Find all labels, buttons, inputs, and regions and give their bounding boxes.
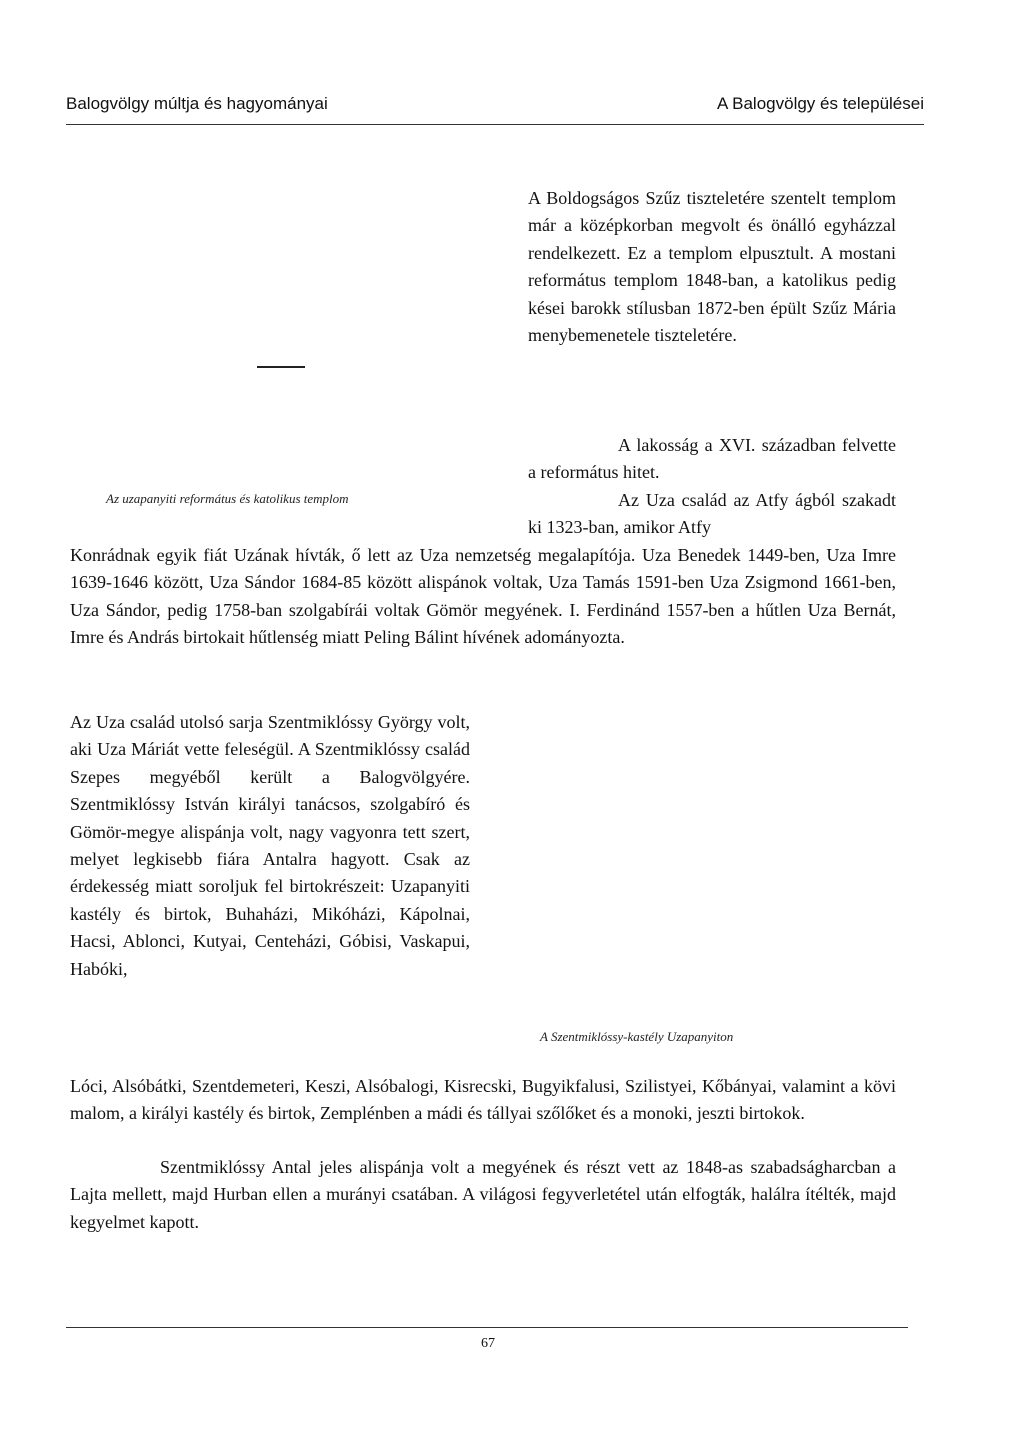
caption-church-photo: Az uzapanyiti református és katolikus templom (106, 491, 349, 506)
page-number: 67 (481, 1336, 495, 1351)
paragraph-szentmiklossy-antal: Szentmiklóssy Antal jeles alispánja volt a megyének és részt vett az 1848-as szabadságharcban a Lajta mellett, majd Hurban ellen a murányi csatában. A világosi fegyverletétel után elfogták, halálra ítélték, majd kegyelmet kapott. (70, 1157, 896, 1232)
paragraph-estates-list: Lóci, Alsóbátki, Szentdemeteri, Keszi, Alsóbalogi, Kisrecski, Bugyikfalusi, Szilistyei, Kőbányai, valamint a kövi malom, a királyi kastély és birtok, Zemplénben a mádi és tállyai szőlőket és a monoki, jeszti birtokok. (70, 1076, 896, 1124)
image-placeholder-mark (257, 366, 305, 368)
header-book-title: Balogvölgy múltja és hagyományai (66, 94, 328, 113)
paragraph-church-history: A Boldogságos Szűz tiszteletére szentelt templom már a középkorban megvolt és önálló egyházzal rendelkezett. Ez a templom elpusztult. A mostani református templom 1848-ban, a katolikus pedig kései barokk stílusban 1872-ben épült Szűz Mária menybemenetele tiszteletére. (528, 188, 896, 346)
paragraph-uza-family-start: Az Uza család az Atfy ágból szakadt ki 1323-ban, amikor Atfy (528, 490, 896, 538)
paragraph-reformation: A lakosság a XVI. században felvette a református hitet. (528, 435, 896, 483)
header-chapter-title: A Balogvölgy és települései (717, 94, 924, 113)
running-header (66, 90, 924, 124)
header-rule (66, 124, 924, 125)
paragraph-uza-family-continued: Konrádnak egyik fiát Uzának hívták, ő lett az Uza nemzetség megalapítója. Uza Benedek 1449-ben, Uza Imre 1639-1646 között, Uza Sándor 1684-85 között alispánok voltak, Uza Tamás 1591-ben Uza Zsigmond 1661-ben, Uza Sándor, pedig 1758-ban szolgabírái voltak Gömör megyének. I. Ferdinánd 1557-ben a hűtlen Uza Bernát, Imre és András birtokait hűtlenség miatt Peling Bálint hívének adományozta. (70, 545, 896, 648)
footer-rule (66, 1327, 908, 1328)
caption-castle-photo: A Szentmiklóssy-kastély Uzapanyiton (540, 1029, 734, 1044)
paragraph-szentmiklossy-family: Az Uza család utolsó sarja Szentmiklóssy György volt, aki Uza Máriát vette feleségül. A Szentmiklóssy család Szepes megyéből került a Balogvölgyére. Szentmiklóssy István királyi tanácsos, szolgabíró és Gömör-megye alispánja volt, nagy vagyonra tett szert, melyet legkisebb fiára Antalra hagyott. Csak az érdekesség miatt soroljuk fel birtokrészeit: Uzapanyiti kastély és birtok, Buhaházi, Mikóházi, Kápolnai, Hacsi, Ablonci, Kutyai, Centeházi, Góbisi, Vaskapui, Habóki, (70, 712, 470, 979)
